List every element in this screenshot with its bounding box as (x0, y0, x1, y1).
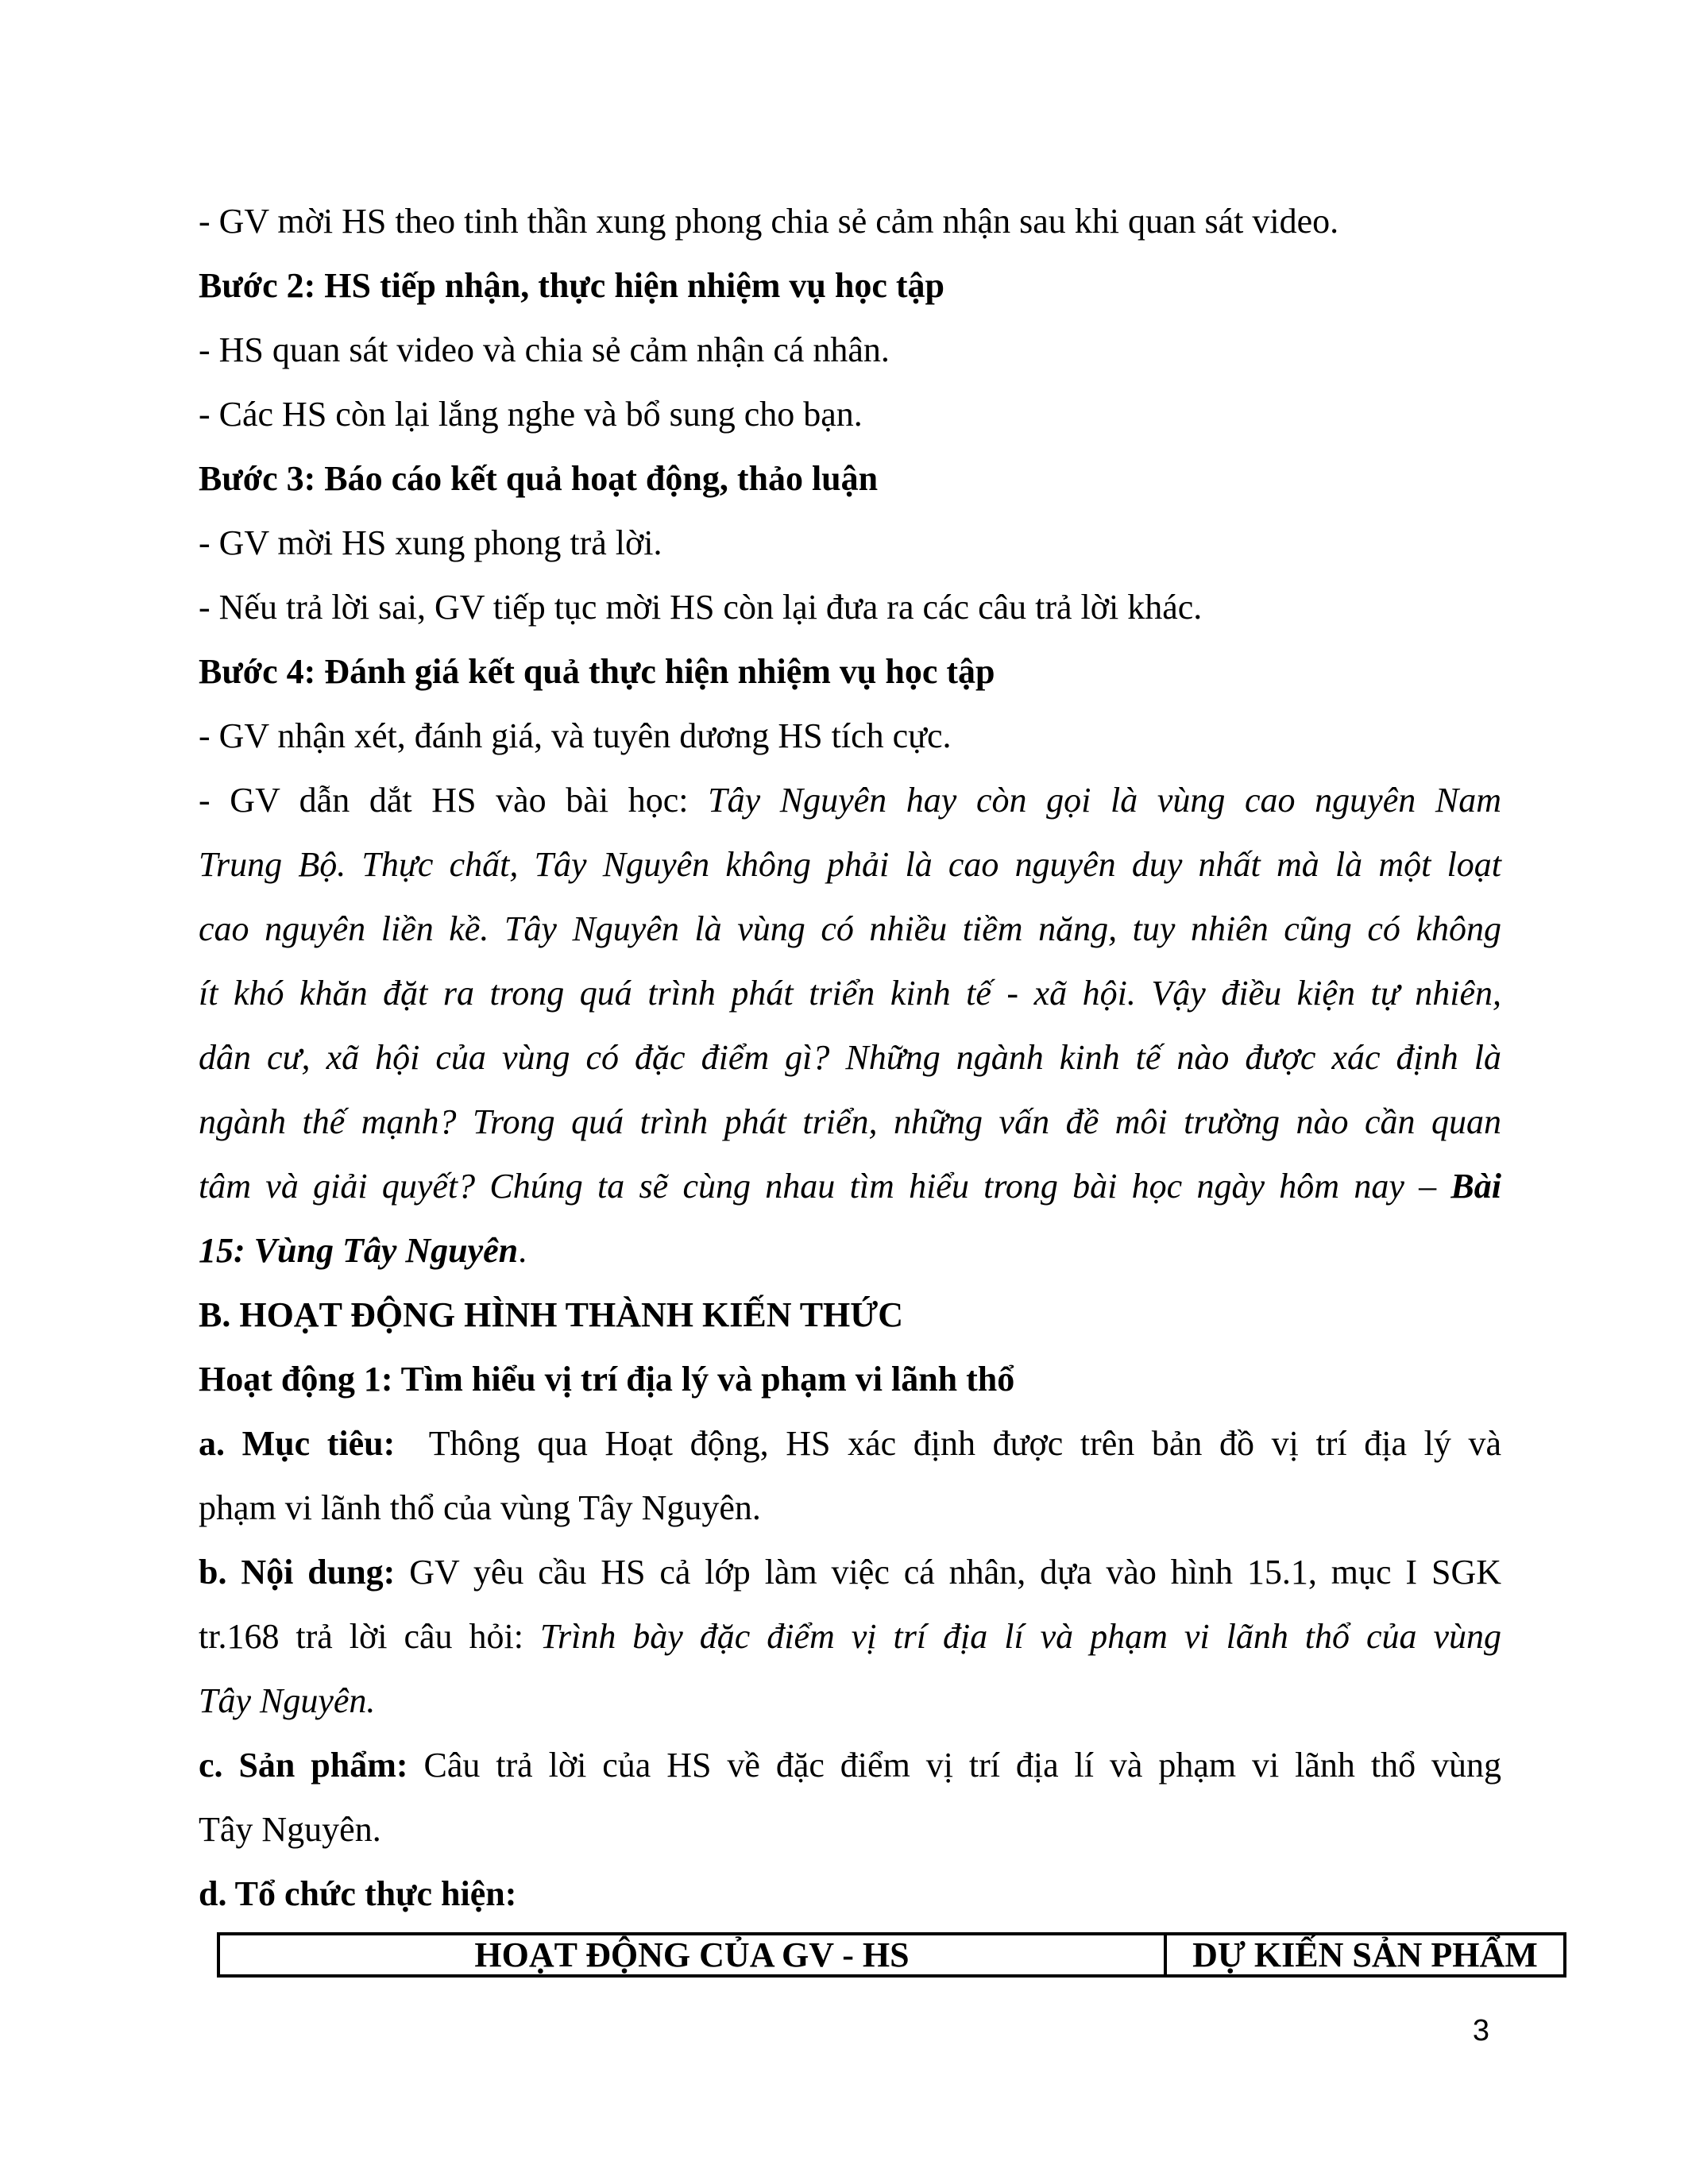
text-line-2 (199, 253, 1501, 318)
text-line-13 (199, 961, 1501, 1025)
text-segment: Tây Nguyên. (199, 1681, 376, 1720)
text-segment: cao nguyên liền kề. Tây Nguyên là vùng có nhiều tiềm năng, tuy nhiên cũng có không (199, 909, 1501, 948)
text-line-21 (199, 1476, 1501, 1540)
text-line-25 (199, 1733, 1501, 1797)
text-segment: ít khó khăn đặt ra trong quá trình phát triển kinh tế - xã hội. Vậy điều kiện tự nhiên, (199, 974, 1501, 1013)
text-line-9 (199, 704, 1501, 768)
text-line-4 (199, 382, 1501, 446)
text-line-18 (199, 1283, 1501, 1347)
text-segment: Thông qua Hoạt động, HS xác định được trên bản đồ vị trí địa lý và (395, 1424, 1501, 1463)
text-line-8 (199, 639, 1501, 704)
text-segment: ngành thế mạnh? Trong quá trình phát triển, những vấn đề môi trường nào cần quan (199, 1102, 1501, 1141)
text-segment: . (518, 1231, 527, 1270)
text-segment: Hoạt động 1: Tìm hiểu vị trí địa lý và phạm vi lãnh thổ (199, 1360, 1015, 1399)
text-line-15 (199, 1090, 1501, 1154)
text-line-12 (199, 897, 1501, 961)
text-segment: Bài (1450, 1167, 1501, 1206)
text-line-7 (199, 575, 1501, 639)
text-segment: b. Nội dung: (199, 1553, 396, 1592)
text-line-14 (199, 1025, 1501, 1090)
text-line-22 (199, 1540, 1501, 1604)
text-segment: - Nếu trả lời sai, GV tiếp tục mời HS còn lại đưa ra các câu trả lời khác. (199, 588, 1203, 627)
page-number: 3 (1472, 2014, 1489, 2047)
text-segment: - GV mời HS xung phong trả lời. (199, 523, 662, 562)
text-segment: - GV dẫn dắt HS vào bài học: (199, 781, 709, 820)
text-line-10 (199, 768, 1501, 832)
document-text-body (199, 189, 1501, 1926)
text-segment: - GV mời HS theo tinh thần xung phong chia sẻ cảm nhận sau khi quan sát video. (199, 202, 1339, 241)
text-line-19 (199, 1347, 1501, 1411)
text-segment: Bước 4: Đánh giá kết quả thực hiện nhiệm vụ học tập (199, 652, 995, 691)
text-line-11 (199, 832, 1501, 897)
text-segment: Bước 2: HS tiếp nhận, thực hiện nhiệm vụ học tập (199, 266, 944, 305)
text-segment: Trung Bộ. Thực chất, Tây Nguyên không phải là cao nguyên duy nhất mà là một loạt (199, 845, 1501, 884)
text-line-17 (199, 1218, 1501, 1283)
text-line-5 (199, 446, 1501, 511)
text-line-16 (199, 1154, 1501, 1218)
text-line-3 (199, 318, 1501, 382)
text-segment: Tây Nguyên. (199, 1810, 381, 1849)
text-line-1 (199, 189, 1501, 253)
text-segment: GV yêu cầu HS cả lớp làm việc cá nhân, dựa vào hình 15.1, mục I SGK (395, 1553, 1501, 1592)
text-line-23 (199, 1604, 1501, 1669)
text-segment: dân cư, xã hội của vùng có đặc điểm gì? Những ngành kinh tế nào được xác định là (199, 1038, 1501, 1077)
text-line-6 (199, 511, 1501, 575)
text-segment: tr.168 trả lời câu hỏi: (199, 1617, 540, 1656)
text-segment: tâm và giải quyết? Chúng ta sẽ cùng nhau tìm hiểu trong bài học ngày hôm nay – (199, 1167, 1451, 1206)
text-segment: phạm vi lãnh thổ của vùng Tây Nguyên. (199, 1488, 761, 1527)
text-segment: 15: Vùng Tây Nguyên (199, 1231, 519, 1270)
table-header-expected-product: DỰ KIẾN SẢN PHẨM (1192, 1935, 1538, 1974)
activity-table-header-row (217, 1932, 1566, 1978)
text-segment: - Các HS còn lại lắng nghe và bổ sung cho bạn. (199, 395, 863, 434)
text-segment: Tây Nguyên hay còn gọi là vùng cao nguyên Nam (708, 781, 1501, 820)
table-header-gv-hs-activity: HOẠT ĐỘNG CỦA GV - HS (220, 1935, 1167, 1974)
text-line-24 (199, 1669, 1501, 1733)
text-line-20 (199, 1411, 1501, 1476)
text-segment: c. Sản phẩm: (199, 1746, 408, 1785)
text-segment: a. Mục tiêu: (199, 1424, 396, 1463)
text-segment: Trình bày đặc điểm vị trí địa lí và phạm vi lãnh thổ của vùng (539, 1617, 1501, 1656)
text-segment: - HS quan sát video và chia sẻ cảm nhận cá nhân. (199, 330, 890, 369)
text-segment: - GV nhận xét, đánh giá, và tuyên dương HS tích cực. (199, 716, 952, 755)
text-segment: Câu trả lời của HS về đặc điểm vị trí địa lí và phạm vi lãnh thổ vùng (408, 1746, 1502, 1785)
text-line-27 (199, 1862, 1501, 1926)
text-line-26 (199, 1797, 1501, 1862)
text-segment: d. Tổ chức thực hiện: (199, 1874, 517, 1913)
text-segment: B. HOẠT ĐỘNG HÌNH THÀNH KIẾN THỨC (199, 1295, 904, 1334)
text-segment: Bước 3: Báo cáo kết quả hoạt động, thảo luận (199, 459, 879, 498)
